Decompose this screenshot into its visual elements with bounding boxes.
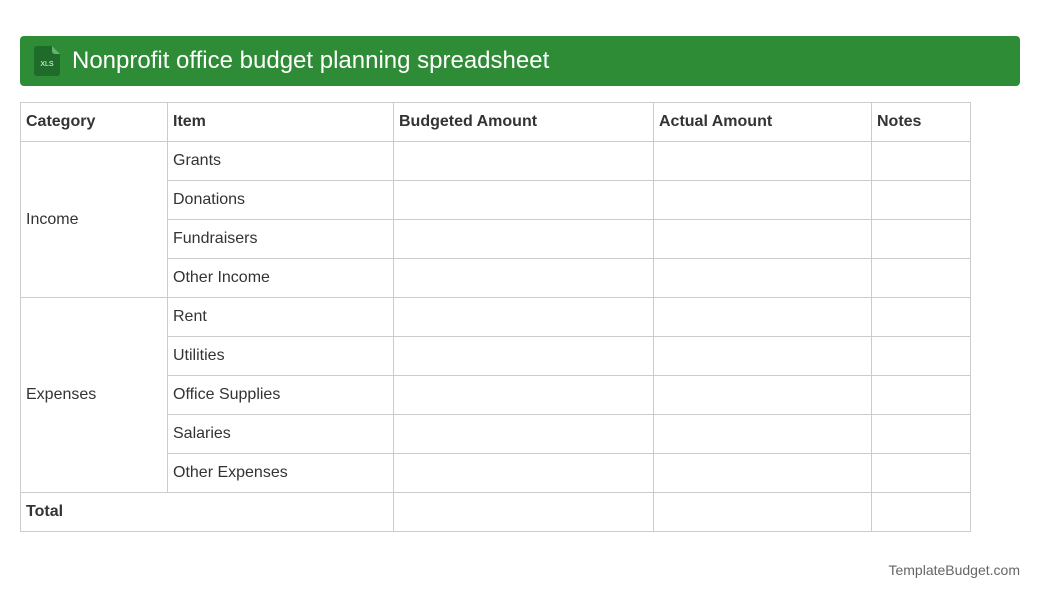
item-cell[interactable]: Salaries [168, 415, 394, 454]
actual-amount-cell[interactable] [654, 142, 872, 181]
budgeted-amount-cell[interactable] [394, 142, 654, 181]
item-cell[interactable]: Rent [168, 298, 394, 337]
actual-amount-cell[interactable] [654, 259, 872, 298]
total-row [21, 493, 971, 532]
actual-amount-cell[interactable] [654, 298, 872, 337]
column-header-category: Category [21, 103, 168, 142]
total-budgeted-amount-cell[interactable] [394, 493, 654, 532]
table-row [21, 142, 971, 181]
column-header-actual-amount: Actual Amount [654, 103, 872, 142]
column-header-budgeted-amount: Budgeted Amount [394, 103, 654, 142]
category-cell-income[interactable]: Income [21, 142, 168, 298]
actual-amount-cell[interactable] [654, 220, 872, 259]
notes-cell[interactable] [872, 259, 971, 298]
notes-cell[interactable] [872, 376, 971, 415]
xls-icon-label: XLS [40, 61, 54, 68]
budgeted-amount-cell[interactable] [394, 376, 654, 415]
footer-credit: TemplateBudget.com [888, 562, 1020, 578]
notes-cell[interactable] [872, 337, 971, 376]
budgeted-amount-cell[interactable] [394, 220, 654, 259]
page-title: Nonprofit office budget planning spreadsheet [72, 47, 550, 74]
title-banner [20, 36, 1020, 86]
actual-amount-cell[interactable] [654, 337, 872, 376]
column-header-notes: Notes [872, 103, 971, 142]
notes-cell[interactable] [872, 181, 971, 220]
budgeted-amount-cell[interactable] [394, 454, 654, 493]
item-cell[interactable]: Office Supplies [168, 376, 394, 415]
notes-cell[interactable] [872, 298, 971, 337]
actual-amount-cell[interactable] [654, 454, 872, 493]
column-header-item: Item [168, 103, 394, 142]
total-actual-amount-cell[interactable] [654, 493, 872, 532]
notes-cell[interactable] [872, 415, 971, 454]
actual-amount-cell[interactable] [654, 181, 872, 220]
item-cell[interactable]: Utilities [168, 337, 394, 376]
xls-file-icon [34, 46, 60, 76]
actual-amount-cell[interactable] [654, 376, 872, 415]
budgeted-amount-cell[interactable] [394, 298, 654, 337]
total-label-cell[interactable]: Total [21, 493, 394, 532]
table-row [21, 298, 971, 337]
budgeted-amount-cell[interactable] [394, 337, 654, 376]
header-row [21, 103, 971, 142]
item-cell[interactable]: Other Income [168, 259, 394, 298]
notes-cell[interactable] [872, 142, 971, 181]
notes-cell[interactable] [872, 220, 971, 259]
budgeted-amount-cell[interactable] [394, 415, 654, 454]
notes-cell[interactable] [872, 454, 971, 493]
budget-table [20, 102, 971, 532]
item-cell[interactable]: Fundraisers [168, 220, 394, 259]
item-cell[interactable]: Grants [168, 142, 394, 181]
budgeted-amount-cell[interactable] [394, 181, 654, 220]
budgeted-amount-cell[interactable] [394, 259, 654, 298]
actual-amount-cell[interactable] [654, 415, 872, 454]
total-notes-cell[interactable] [872, 493, 971, 532]
item-cell[interactable]: Other Expenses [168, 454, 394, 493]
item-cell[interactable]: Donations [168, 181, 394, 220]
category-cell-expenses[interactable]: Expenses [21, 298, 168, 493]
